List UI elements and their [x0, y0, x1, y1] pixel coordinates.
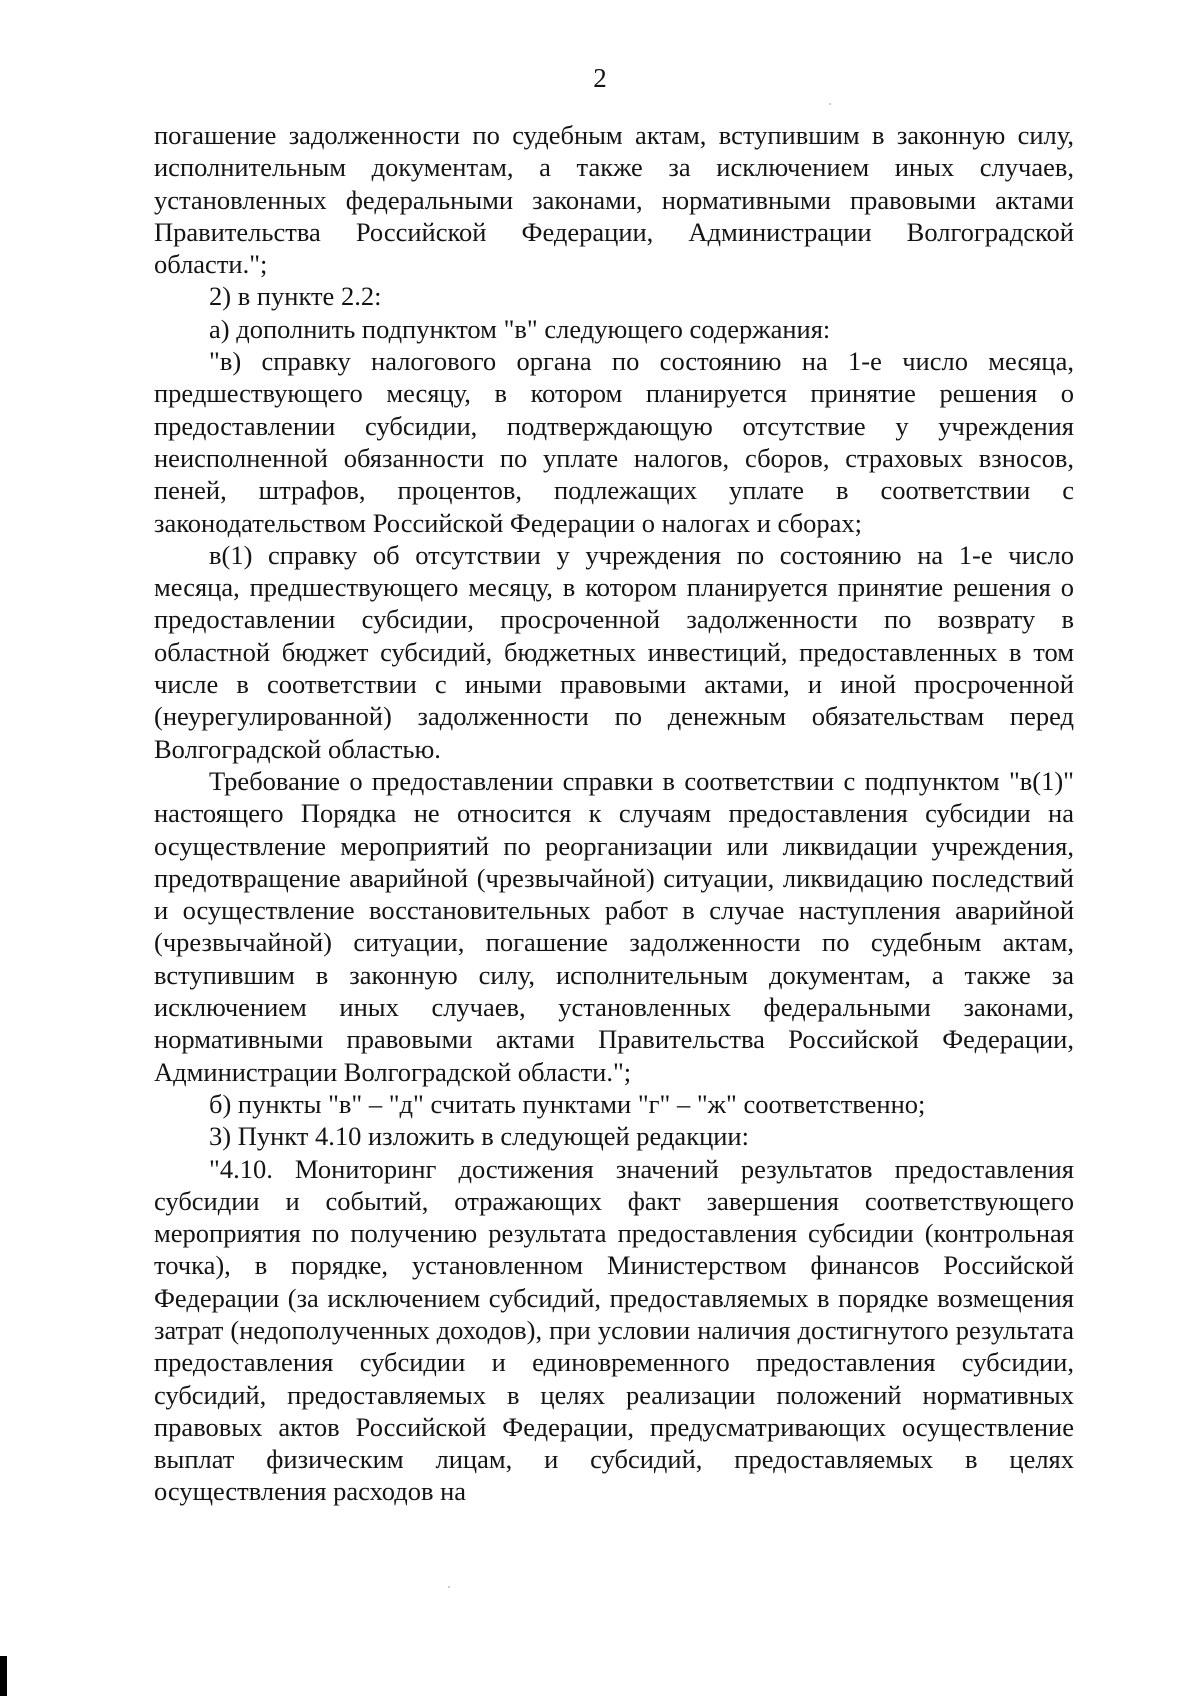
- document-body: [154, 119, 1074, 1508]
- paragraph-requirement: Требование о предоставлении справки в соответствии с подпунктом "в(1)" настоящего Порядка не относится к случаям предоставления субсидии на осуществление мероприятий по реорганизации или ликвидации учреждения, предотвращение аварийной (чрезвычайной) ситуации, ликвидацию последствий и осуществление восстановительных работ в случае наступления аварийной (чрезвычайной) ситуации, погашение задолженности по судебным актам, вступившим в законную силу, исполнительным документам, а также за исключением иных случаев, установленных федеральными законами, нормативными правовыми актами Правительства Российской Федерации, Администрации Волгоградской области.";: [154, 765, 1074, 1087]
- paragraph-subitem-v: "в) справку налогового органа по состоянию на 1-е число месяца, предшествующего месяцу, в котором планируется принятие решения о предоставлении субсидии, подтверждающую отсутствие у учреждения неисполненной обязанности по уплате налогов, сборов, страховых взносов, пеней, штрафов, процентов, подлежащих уплате в соответствии с законодательством Российской Федерации о налогах и сборах;: [154, 346, 1074, 538]
- paragraph-item-2: 2) в пункте 2.2:: [209, 281, 382, 312]
- scan-margin-mark: [0, 1656, 7, 1696]
- paragraph-subitem-b: б) пункты "в" – "д" считать пунктами "г" – "ж" соответственно;: [209, 1088, 926, 1119]
- page-number: 2: [593, 63, 607, 93]
- paragraph-subitem-v1: в(1) справку об отсутствии у учреждения по состоянию на 1-е число месяца, предшествующего месяцу, в котором планируется принятие решения о предоставлении субсидии, просроченной задолженности по возврату в областной бюджет субсидий, бюджетных инвестиций, предоставленных в том числе в соответствии с иными правовыми актами, и иной просроченной (неурегулированной) задолженности по денежным обязательствам перед Волгоградской областью.: [154, 539, 1074, 764]
- paragraph-item-3: 3) Пункт 4.10 изложить в следующей редакции:: [209, 1121, 749, 1152]
- paragraph-subitem-a: а) дополнить подпунктом "в" следующего содержания:: [209, 313, 831, 344]
- paragraph-continuation: погашение задолженности по судебным актам, вступившим в законную силу, исполнительным документам, а также за исключением иных случаев, установленных федеральными законами, нормативными правовыми актами Правительства Российской Федерации, Администрации Волгоградской области.";: [154, 120, 1074, 280]
- scan-speck: [829, 103, 831, 105]
- scan-speck: [448, 1586, 450, 1588]
- paragraph-clause-4-10: "4.10. Мониторинг достижения значений результатов предоставления субсидии и событий, отражающих факт завершения соответствующего мероприятия по получению результата предоставления субсидии (контрольная точка), в порядке, установленном Министерством финансов Российской Федерации (за исключением субсидий, предоставляемых в порядке возмещения затрат (недополученных доходов), при условии наличия достигнутого результата предоставления субсидии и единовременного предоставления субсидии, субсидий, предоставляемых в целях реализации положений нормативных правовых актов Российской Федерации, предусматривающих осуществление выплат физическим лицам, и субсидий, предоставляемых в целях осуществления расходов на: [154, 1153, 1074, 1507]
